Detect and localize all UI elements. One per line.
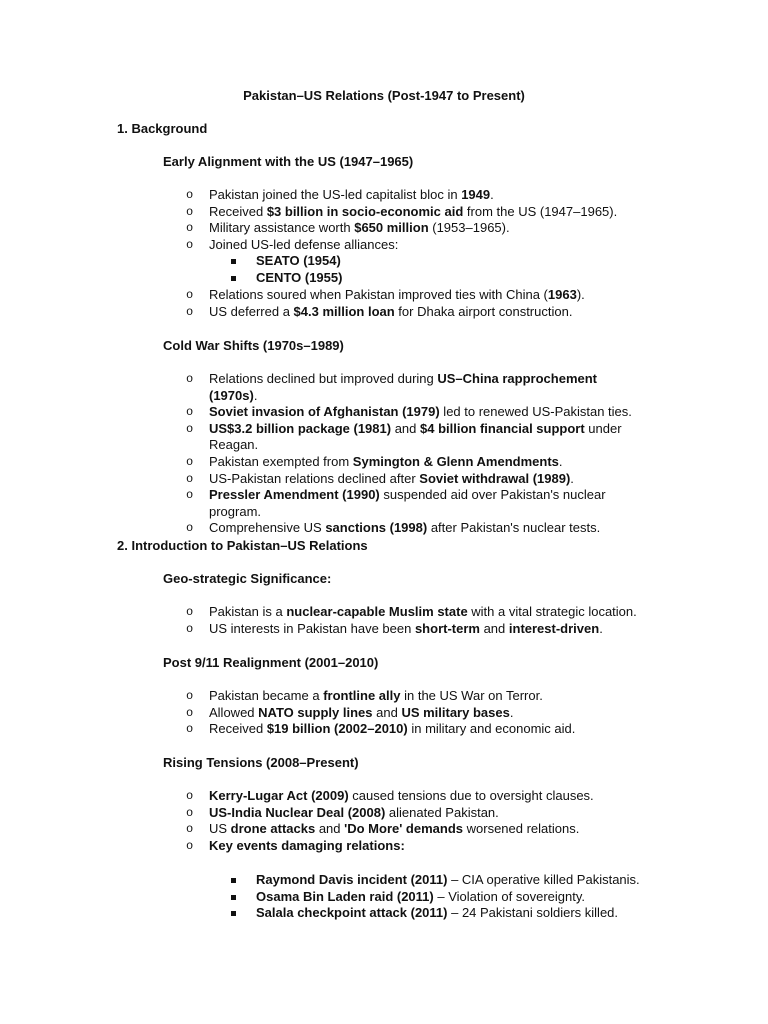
text-run: and <box>479 620 509 636</box>
list-item-text <box>209 404 632 419</box>
square-bullet-icon <box>231 895 236 900</box>
list-item <box>0 788 649 805</box>
list-item <box>0 204 649 221</box>
text-run: Relations declined but improved during <box>209 371 438 386</box>
circle-bullet-icon: o <box>186 237 194 252</box>
text-run: US deferred a <box>209 303 294 319</box>
list-item-text <box>209 237 398 252</box>
circle-bullet-icon: o <box>186 805 194 820</box>
circle-bullet-icon: o <box>186 621 194 636</box>
post-911-list <box>0 688 649 738</box>
text-run: Pakistan exempted from <box>209 453 353 469</box>
list-item-text <box>256 270 342 285</box>
list-item <box>0 304 649 321</box>
list-item-text <box>209 204 617 219</box>
list-item <box>0 287 649 304</box>
text-run: US interests in Pakistan have been <box>209 620 415 636</box>
text-run: – Violation of sovereignty. <box>433 888 586 904</box>
text-run: Received <box>209 721 267 737</box>
bold-text-run: US-India Nuclear Deal (2008) <box>209 804 386 820</box>
subsection-heading-geo-strategic: Geo-strategic Significance: <box>163 571 332 586</box>
list-item <box>0 253 676 270</box>
subsection-heading-rising-tensions: Rising Tensions (2008–Present) <box>163 755 359 770</box>
list-item <box>0 721 649 738</box>
list-item-text <box>209 220 510 235</box>
subsection-heading-cold-war: Cold War Shifts (1970s–1989) <box>163 338 344 353</box>
bold-text-run: US military bases <box>401 704 510 720</box>
square-bullet-icon <box>231 259 236 264</box>
list-item-text <box>209 454 563 469</box>
list-item <box>0 821 649 838</box>
list-item-text <box>209 688 543 703</box>
text-run: Allowed <box>209 704 259 720</box>
bold-text-run: $3 billion in socio-economic aid <box>266 203 464 219</box>
text-run: and <box>372 704 402 720</box>
text-run: after Pakistan's nuclear tests. <box>427 520 601 536</box>
circle-bullet-icon: o <box>186 188 194 202</box>
text-run: from the US (1947–1965). <box>463 203 618 219</box>
list-item <box>0 220 649 237</box>
list-item-text <box>209 838 405 853</box>
early-alignment-list-continued <box>0 287 649 320</box>
list-item <box>0 454 649 471</box>
list-item-text <box>209 604 637 619</box>
circle-bullet-icon: o <box>186 471 194 486</box>
list-item-text <box>209 788 594 803</box>
circle-bullet-icon: o <box>186 722 194 737</box>
circle-bullet-icon: o <box>186 705 194 720</box>
list-item-text <box>209 621 603 636</box>
text-run: Pakistan joined the US-led capitalist bloc in <box>209 187 462 202</box>
subsection-heading-early-alignment: Early Alignment with the US (1947–1965) <box>163 154 414 169</box>
defense-alliances-list <box>0 253 676 286</box>
circle-bullet-icon: o <box>186 221 194 236</box>
text-run: with a vital strategic location. <box>467 604 637 619</box>
circle-bullet-icon: o <box>186 605 194 619</box>
bold-text-run: Symington & Glenn Amendments <box>352 453 559 469</box>
bold-text-run: Osama Bin Laden raid (2011) <box>256 888 434 904</box>
circle-bullet-icon: o <box>186 488 194 503</box>
list-item-text <box>256 872 640 887</box>
text-run: ). <box>576 287 585 302</box>
bold-text-run: 'Do More' demands <box>344 821 464 837</box>
circle-bullet-icon: o <box>186 521 194 536</box>
circle-bullet-icon: o <box>186 288 194 302</box>
list-item <box>0 421 649 454</box>
circle-bullet-icon: o <box>186 822 194 837</box>
text-run: led to renewed US-Pakistan ties. <box>439 404 632 420</box>
list-item <box>0 237 649 254</box>
text-run: (1953–1965). <box>428 220 510 236</box>
text-run: . <box>253 387 258 403</box>
list-item <box>0 838 649 855</box>
text-run: for Dhaka airport construction. <box>394 303 573 319</box>
document-title: Pakistan–US Relations (Post-1947 to Present) <box>243 88 525 103</box>
text-run: under Reagan. <box>209 420 622 453</box>
bold-text-run: $650 million <box>354 220 429 236</box>
list-item-text <box>256 253 341 268</box>
list-item-text <box>209 487 606 519</box>
text-run: – 24 Pakistani soldiers killed. <box>447 905 619 921</box>
list-item <box>0 487 649 520</box>
text-run: . <box>599 620 603 636</box>
list-item <box>0 688 649 705</box>
bold-text-run: nuclear-capable Muslim state <box>286 604 468 619</box>
text-run: . <box>509 704 514 720</box>
list-item <box>0 187 649 204</box>
text-run: – CIA operative killed Pakistanis. <box>447 872 640 887</box>
text-run: . <box>558 453 563 469</box>
text-run: Pakistan is a <box>209 604 287 619</box>
list-item <box>0 889 676 906</box>
bold-text-run: 1963 <box>547 287 577 302</box>
list-item <box>0 404 649 421</box>
list-item <box>0 805 649 822</box>
geo-strategic-list <box>0 604 649 637</box>
list-item-text <box>209 471 574 486</box>
bold-text-run: drone attacks <box>230 821 316 837</box>
list-item <box>0 905 676 922</box>
list-item-text <box>209 287 585 302</box>
text-run: worsened relations. <box>463 821 580 837</box>
circle-bullet-icon: o <box>186 789 194 803</box>
text-run: US-Pakistan relations declined after <box>209 470 420 486</box>
bold-text-run: Kerry-Lugar Act (2009) <box>209 788 349 803</box>
text-run: in the US War on Terror. <box>400 688 543 703</box>
bold-text-run: Soviet invasion of Afghanistan (1979) <box>209 404 440 420</box>
key-events-list <box>0 872 676 922</box>
text-run: US <box>209 821 231 837</box>
list-item <box>0 705 649 722</box>
circle-bullet-icon: o <box>186 304 194 319</box>
bold-text-run: Key events damaging relations: <box>209 837 405 853</box>
square-bullet-icon <box>231 878 236 883</box>
bold-text-run: $4.3 million loan <box>293 303 395 319</box>
circle-bullet-icon: o <box>186 454 194 469</box>
list-item-text <box>256 889 585 904</box>
list-item <box>0 471 649 488</box>
bold-text-run: Salala checkpoint attack (2011) <box>256 905 448 921</box>
text-run: Relations soured when Pakistan improved ties with China ( <box>209 287 548 302</box>
list-item-text <box>209 304 572 319</box>
text-run: Military assistance worth <box>209 220 355 236</box>
bold-text-run: Raymond Davis incident (2011) <box>256 872 448 887</box>
circle-bullet-icon: o <box>186 421 194 436</box>
circle-bullet-icon: o <box>186 204 194 219</box>
bold-text-run: frontline ally <box>323 688 401 703</box>
text-run: caused tensions due to oversight clauses. <box>348 788 594 803</box>
square-bullet-icon <box>231 276 236 281</box>
bold-text-run: US$3.2 billion package (1981) <box>209 420 392 436</box>
list-item-text <box>256 905 618 920</box>
text-run: Comprehensive US <box>209 520 326 536</box>
list-item <box>0 371 649 404</box>
bold-text-run: interest-driven <box>508 620 600 636</box>
list-item <box>0 270 676 287</box>
text-run: in military and economic aid. <box>407 721 576 737</box>
bold-text-run: Pressler Amendment (1990) <box>209 487 380 503</box>
list-item-text <box>209 721 575 736</box>
text-run: and <box>391 420 420 436</box>
text-run: suspended aid over Pakistan's nuclear program. <box>209 487 606 519</box>
bold-text-run: CENTO (1955) <box>256 269 343 285</box>
subsection-heading-post-911: Post 9/11 Realignment (2001–2010) <box>163 655 379 670</box>
bold-text-run: 1949 <box>461 187 491 202</box>
list-item <box>0 872 676 889</box>
text-run: and <box>315 821 345 837</box>
list-item-text <box>209 705 513 720</box>
rising-tensions-list <box>0 788 649 854</box>
square-bullet-icon <box>231 911 236 916</box>
section-heading-background: 1. Background <box>117 121 208 136</box>
section-heading-introduction: 2. Introduction to Pakistan–US Relations <box>117 538 368 553</box>
text-run: alienated Pakistan. <box>385 804 499 820</box>
list-item-text <box>209 821 579 836</box>
text-run: . <box>490 187 494 202</box>
circle-bullet-icon: o <box>186 405 194 420</box>
bold-text-run: US–China rapprochement (1970s) <box>209 371 598 403</box>
bold-text-run: sanctions (1998) <box>325 520 428 536</box>
text-run: Received <box>209 203 267 219</box>
list-item <box>0 520 649 537</box>
bold-text-run: SEATO (1954) <box>256 253 341 268</box>
text-run: Joined US-led defense alliances: <box>209 236 399 252</box>
cold-war-list <box>0 371 649 537</box>
bold-text-run: $4 billion financial support <box>420 420 585 436</box>
list-item-text <box>209 421 622 453</box>
text-run: . <box>570 470 574 486</box>
list-item-text <box>209 520 600 535</box>
list-item-text <box>209 805 499 820</box>
circle-bullet-icon: o <box>186 838 194 853</box>
circle-bullet-icon: o <box>186 689 194 703</box>
list-item <box>0 604 649 621</box>
list-item <box>0 621 649 638</box>
list-item-text <box>209 371 597 403</box>
bold-text-run: Soviet withdrawal (1989) <box>419 470 571 486</box>
bold-text-run: $19 billion (2002–2010) <box>266 721 408 737</box>
bold-text-run: NATO supply lines <box>258 704 373 720</box>
bold-text-run: short-term <box>414 620 480 636</box>
early-alignment-list <box>0 187 649 253</box>
list-item-text <box>209 187 494 202</box>
circle-bullet-icon: o <box>186 372 194 386</box>
text-run: Pakistan became a <box>209 688 324 703</box>
